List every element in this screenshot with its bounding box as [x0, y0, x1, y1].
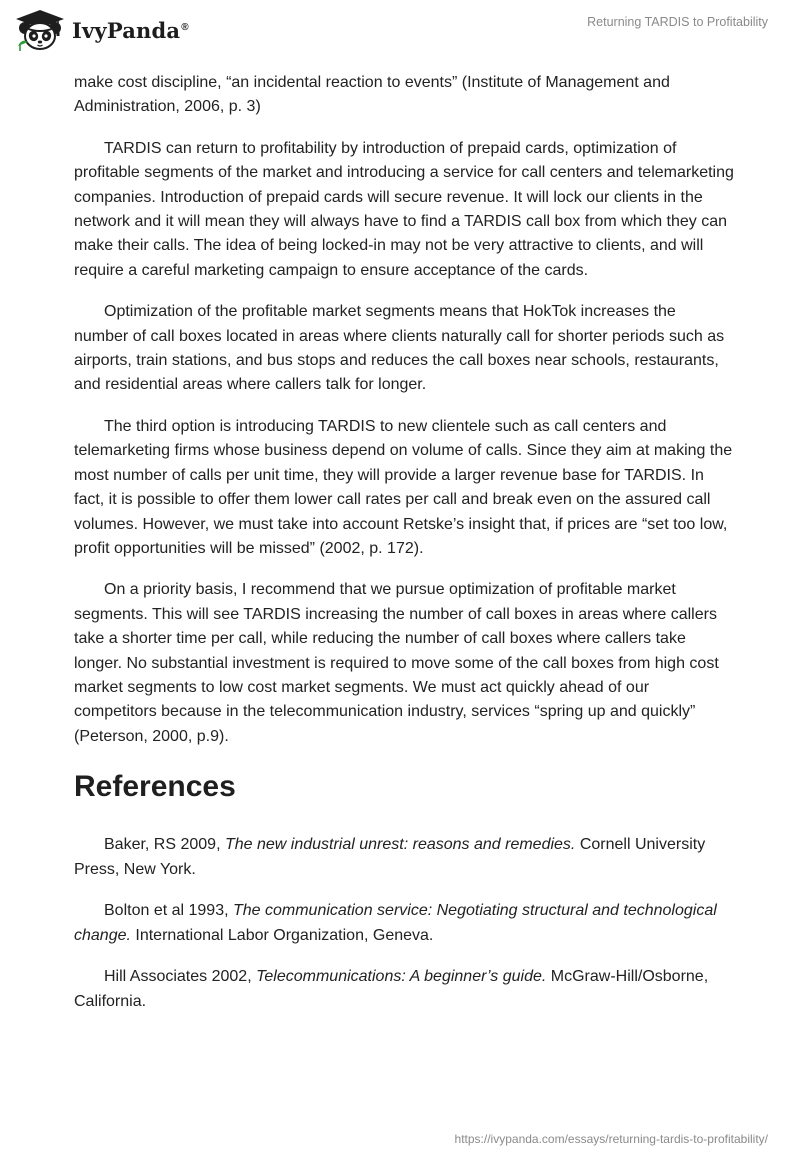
- source-url-link[interactable]: https://ivypanda.com/essays/returning-tardis-to-profitability/: [454, 1132, 768, 1146]
- ivypanda-logo[interactable]: [14, 8, 189, 52]
- reference-lead: Bolton et al 1993,: [104, 902, 233, 920]
- reference-item: [74, 898, 734, 948]
- paragraph: The third option is introducing TARDIS to new clientele such as call centers and telemarketing firms whose business depend on volume of calls. Since they aim at making the most number of calls per unit time, they will provide a larger revenue base for TARDIS. In fact, it is possible to offer them lower call rates per call and break even on the assured call volumes. However, we must take into account Retske’s insight that, if prices are “set too low, profit opportunities will be missed” (2002, p. 172).: [74, 417, 733, 557]
- page-header: [0, 0, 800, 62]
- reference-lead: Baker, RS 2009,: [104, 836, 225, 854]
- reference-tail: Cornell University Press, New York.: [74, 836, 706, 879]
- reference-lead: Hill Associates 2002,: [104, 968, 257, 986]
- paragraph-continued: make cost discipline, “an incidental reaction to events” (Institute of Management and Administration, 2006, p. 3): [74, 74, 670, 116]
- registered-mark: ®: [181, 21, 189, 33]
- reference-tail: International Labor Organization, Geneva.: [130, 927, 434, 945]
- reference-item: [74, 964, 734, 1014]
- paragraph: Optimization of the profitable market segments means that HokTok increases the number of call boxes located in areas where clients naturally call for shorter periods such as airports, train stations, and bus stops and reduces the call boxes near schools, restaurants, and residential areas where callers talk for longer.: [74, 303, 725, 394]
- panda-graduate-icon: [14, 8, 66, 52]
- brand-name: IvyPanda®: [72, 17, 189, 43]
- paragraph: On a priority basis, I recommend that we pursue optimization of profitable market segments. This will see TARDIS increasing the number of call boxes in areas where callers take a shorter time per call, while reducing the number of call boxes where callers take longer. No substantial investment is required to move some of the call boxes from high cost market segments to low cost market segments. We must act quickly ahead of our competitors because in the telecommunication industry, services “spring up and quickly” (Peterson, 2000, p.9).: [74, 581, 719, 745]
- essay-content: [74, 71, 734, 1030]
- reference-item: [74, 832, 734, 882]
- reference-title: Telecommunications: A beginner’s guide.: [256, 968, 547, 986]
- reference-tail: McGraw-Hill/Osborne, California.: [74, 968, 709, 1011]
- references-heading: References: [74, 770, 236, 804]
- paragraph: TARDIS can return to profitability by introduction of prepaid cards, optimization of profitable segments of the market and introducing a service for call centers and telemarketing companies. Introduction of prepaid cards will secure revenue. It will lock our clients in the network and it will mean they will always have to find a TARDIS call box from which they can make their calls. The idea of being locked-in may not be very attractive to clients, and will require a careful marketing campaign to ensure acceptance of the cards.: [74, 139, 734, 279]
- document-title: Returning TARDIS to Profitability: [587, 15, 768, 29]
- reference-title: The communication service: Negotiating structural and technological change.: [74, 902, 717, 945]
- reference-title: The new industrial unrest: reasons and remedies.: [224, 836, 576, 854]
